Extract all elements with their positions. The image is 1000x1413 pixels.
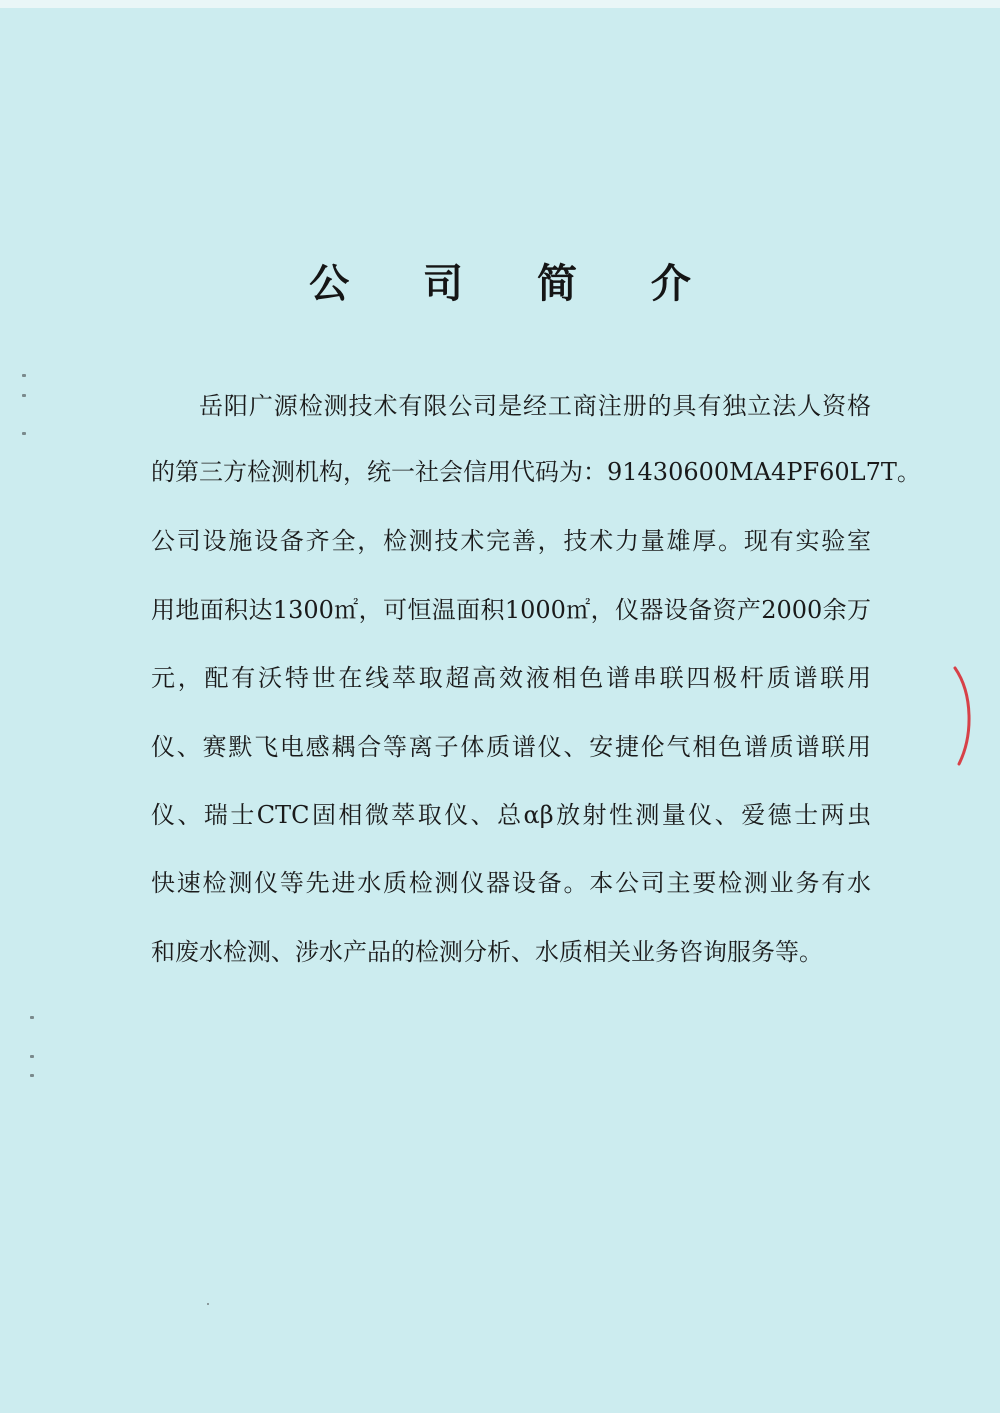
paragraph-line: 元，配有沃特世在线萃取超高效液相色谱串联四极杆质谱联用 <box>151 664 871 692</box>
paragraph-line: 和废水检测、涉水产品的检测分析、水质相关业务咨询服务等。 <box>151 938 823 966</box>
paragraph-line: 公司设施设备齐全，检测技术完善，技术力量雄厚。现有实验室 <box>151 527 871 555</box>
binding-hole-mark <box>30 1016 34 1019</box>
binding-hole-mark <box>22 432 26 435</box>
paragraph-line: 仪、赛默飞电感耦合等离子体质谱仪、安捷伦气相色谱质谱联用 <box>151 733 871 761</box>
binding-hole-mark <box>30 1055 34 1058</box>
paragraph-line: 仪、瑞士CTC固相微萃取仪、总αβ放射性测量仪、爱德士两虫 <box>151 801 871 829</box>
paragraph-line: 的第三方检测机构，统一社会信用代码为：91430600MA4PF60L7T。 <box>151 458 921 486</box>
scan-edge <box>0 0 1000 8</box>
paragraph-line: 岳阳广源检测技术有限公司是经工商注册的具有独立法人资格 <box>199 392 871 420</box>
seal-stamp-edge <box>915 664 975 768</box>
paragraph-line: 快速检测仪等先进水质检测仪器设备。本公司主要检测业务有水 <box>151 869 871 897</box>
document-title: 公 司 简 介 <box>309 261 721 307</box>
scan-speck <box>207 1303 209 1305</box>
binding-hole-mark <box>22 394 26 397</box>
binding-hole-mark <box>22 374 26 377</box>
paragraph-line: 用地面积达1300㎡，可恒温面积1000㎡，仪器设备资产2000余万 <box>151 596 871 624</box>
binding-hole-mark <box>30 1074 34 1077</box>
